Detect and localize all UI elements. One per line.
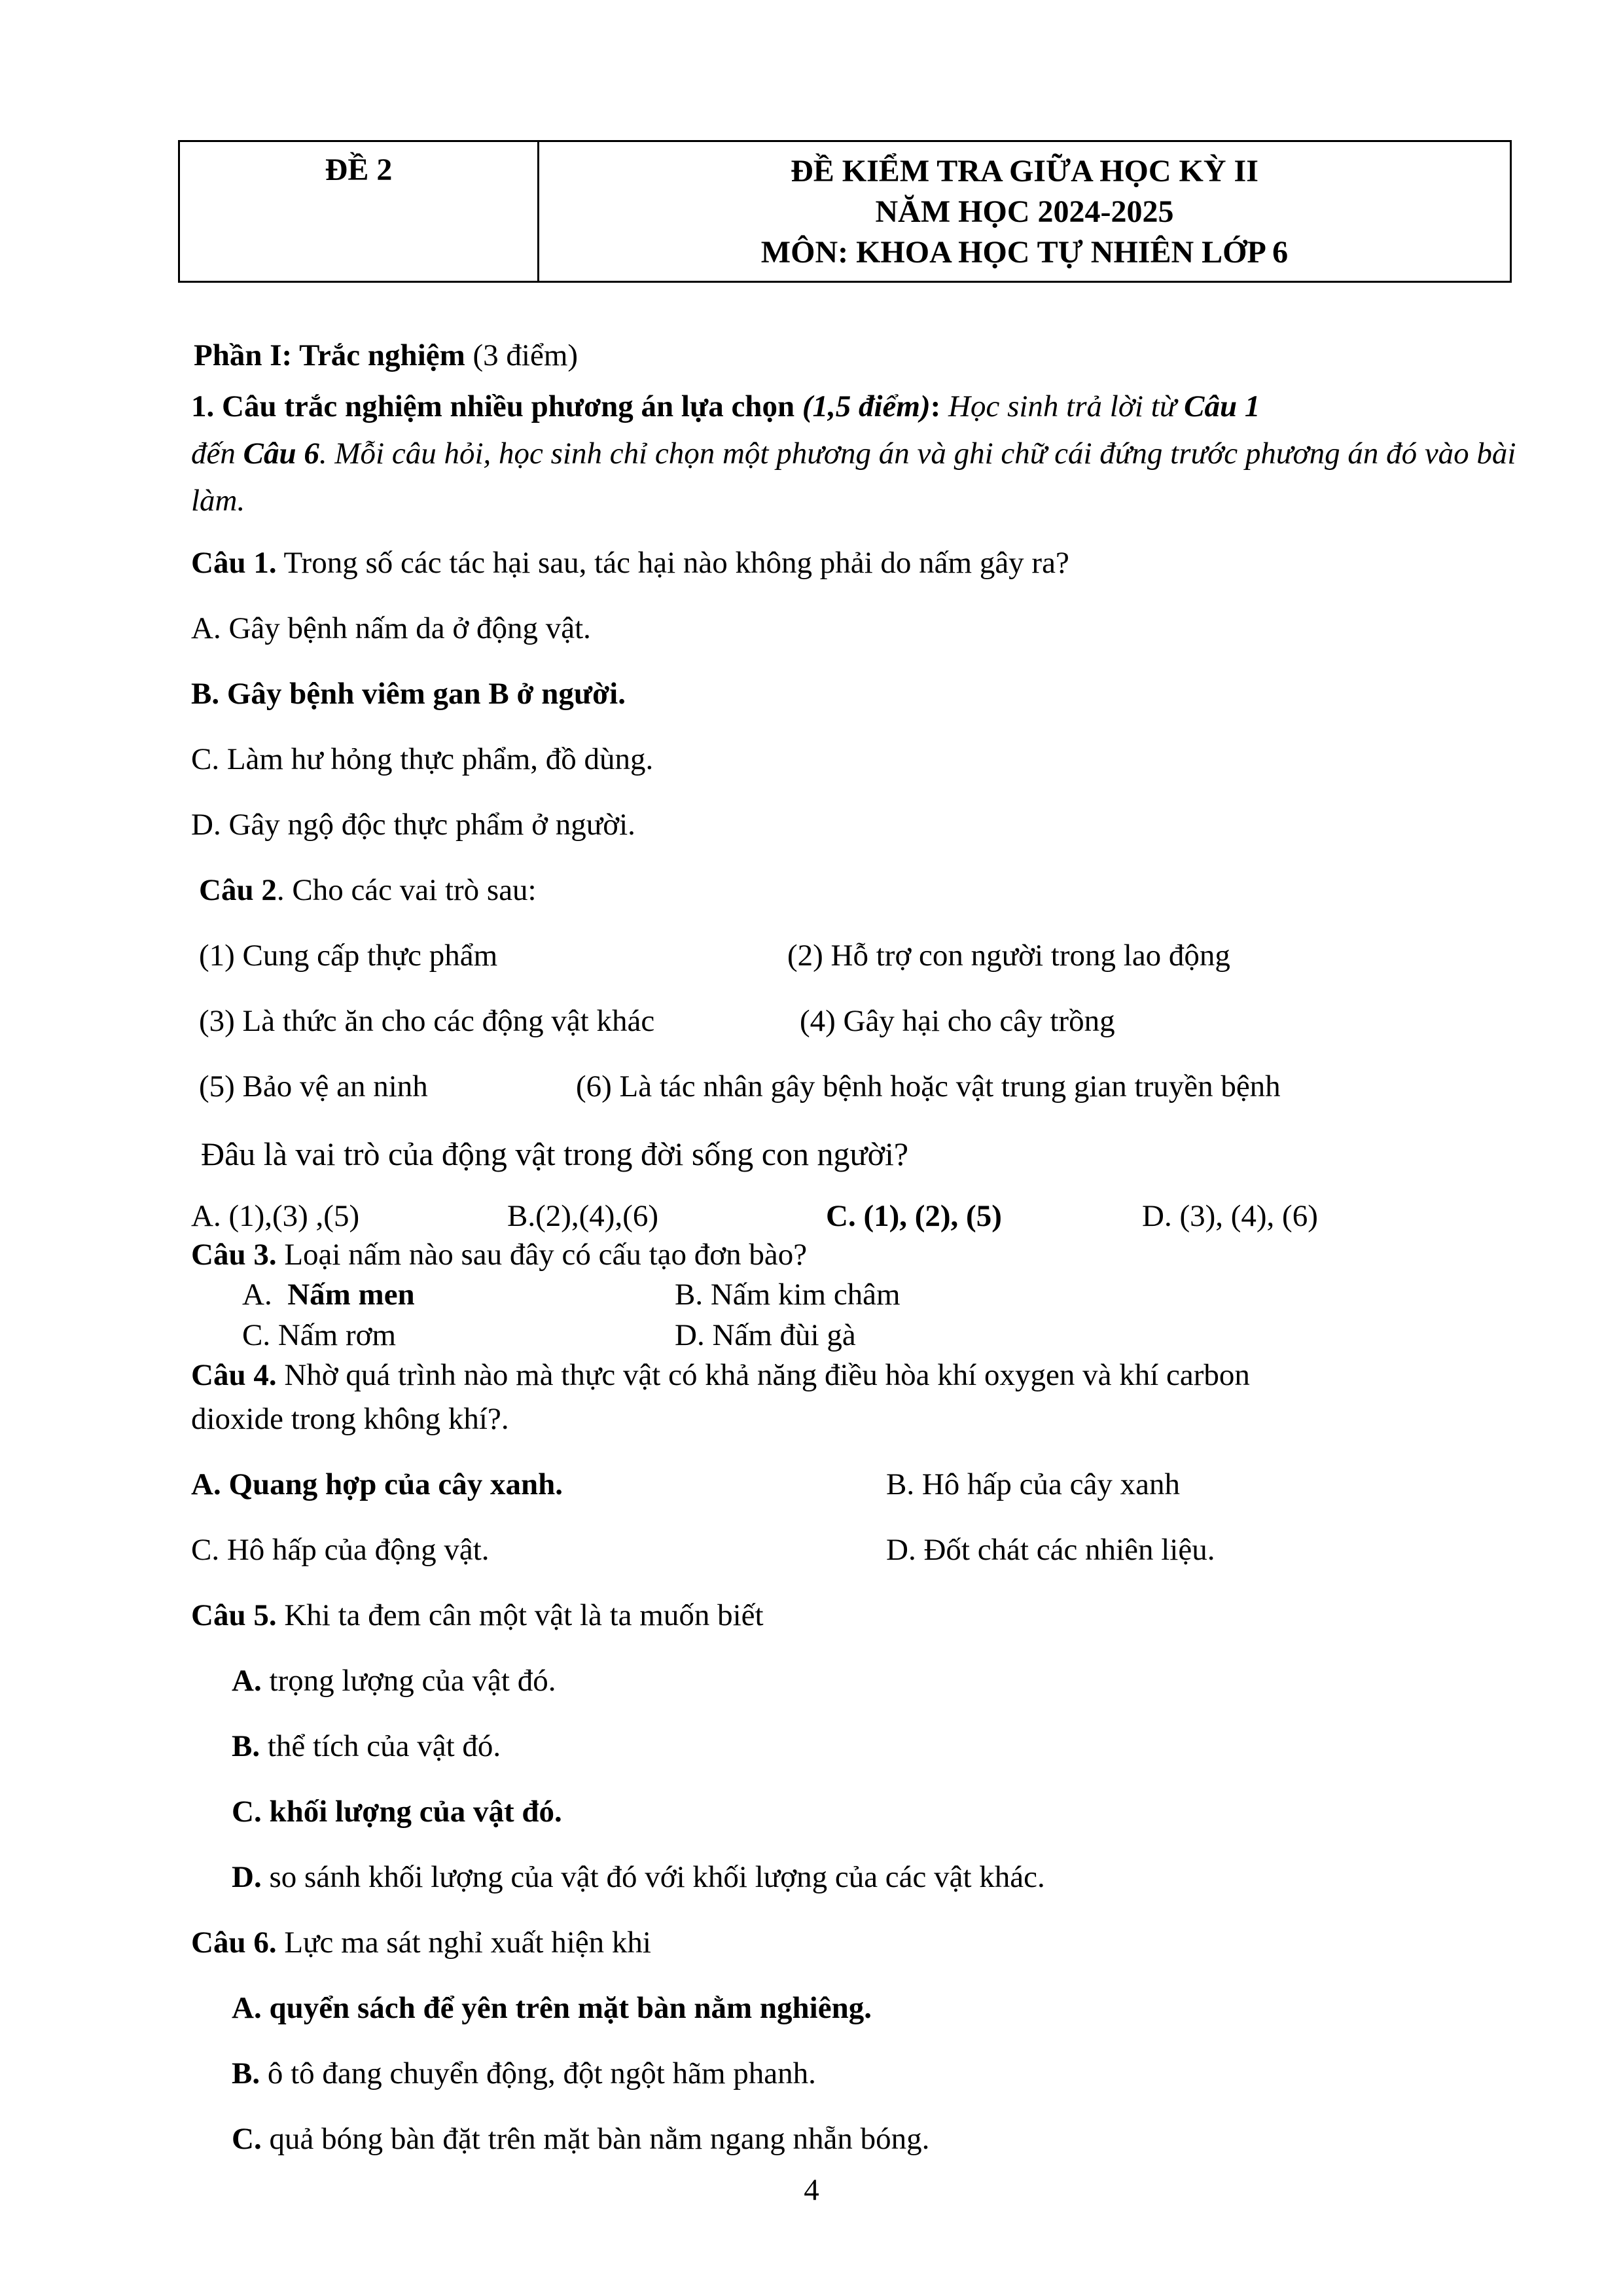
- q2-role-5: (5) Bảo vệ an ninh: [199, 1069, 428, 1103]
- q5-option-b: [232, 1728, 501, 1765]
- q5-option-b-letter: B.: [232, 1729, 260, 1763]
- q6-option-c: [232, 2121, 929, 2157]
- q3-option-a: [242, 1276, 415, 1313]
- q6-option-b: [232, 2055, 816, 2092]
- q6-option-b-letter: B.: [232, 2056, 260, 2090]
- q5-option-d: [232, 1859, 1045, 1895]
- exam-code: ĐỀ 2: [325, 152, 393, 187]
- q5-option-a-text: trọng lượng của vật đó.: [261, 1664, 556, 1698]
- exam-title-line3: MÔN: KHOA HỌC TỰ NHIÊN LỚP 6: [760, 235, 1289, 270]
- part1-heading-points: (3 điểm): [465, 338, 579, 372]
- q5-option-d-text: so sánh khối lượng của vật đó với khối lượng của các vật khác.: [261, 1860, 1045, 1894]
- exam-title-line2: NĂM HỌC 2024-2025: [875, 194, 1174, 229]
- section1-instr-c: đến: [191, 437, 243, 471]
- q2-label: Câu 2: [199, 873, 277, 907]
- q2-role-3: (3) Là thức ăn cho các động vật khác: [199, 1004, 655, 1038]
- q1-option-d: D. Gây ngộ độc thực phẩm ở người.: [191, 808, 635, 842]
- q1-stem: [191, 545, 1069, 581]
- q2-option-d: D. (3), (4), (6): [1142, 1199, 1318, 1233]
- q4-text: Nhờ quá trình nào mà thực vật có khả năng điều hòa khí oxygen và khí carbon: [276, 1358, 1250, 1392]
- q6-option-b-text: ô tô đang chuyển động, đột ngột hãm phanh.: [260, 2056, 816, 2090]
- q5-option-c: C. khối lượng của vật đó.: [232, 1795, 562, 1829]
- q4-option-b: B. Hô hấp của cây xanh: [886, 1467, 1180, 1501]
- q5-option-a-letter: A.: [232, 1664, 262, 1698]
- q6-text: Lực ma sát nghỉ xuất hiện khi: [276, 1926, 651, 1960]
- q4-stem-line2: dioxide trong không khí?.: [191, 1402, 509, 1436]
- q3-option-a-text: Nấm men: [287, 1278, 415, 1312]
- q3-stem: [191, 1236, 807, 1273]
- q5-option-a: [232, 1662, 556, 1699]
- q4-stem: [191, 1357, 1250, 1393]
- q6-label: Câu 6.: [191, 1926, 277, 1960]
- q3-label: Câu 3.: [191, 1238, 277, 1272]
- header-table: [178, 140, 1512, 283]
- q6-option-c-letter: C.: [232, 2122, 262, 2156]
- q6-option-a: A. quyển sách để yên trên mặt bàn nằm nghiêng.: [232, 1991, 872, 2025]
- exam-title-line1: ĐỀ KIỂM TRA GIỮA HỌC KỲ II: [791, 154, 1258, 188]
- q6-option-c-text: quả bóng bàn đặt trên mặt bàn nằm ngang nhẵn bóng.: [261, 2122, 930, 2156]
- q3-text: Loại nấm nào sau đây có cấu tạo đơn bào?: [276, 1238, 808, 1272]
- exam-title: [539, 151, 1510, 273]
- q5-option-d-letter: D.: [232, 1860, 262, 1894]
- section1-points: (1,5 điểm): [802, 389, 931, 423]
- q2-role-2: (2) Hỗ trợ con người trong lao động: [787, 939, 1230, 973]
- q1-text: Trong số các tác hại sau, tác hại nào không phải do nấm gây ra?: [276, 546, 1069, 580]
- q6-stem: [191, 1924, 651, 1961]
- q2-option-a: A. (1),(3) ,(5): [191, 1199, 360, 1233]
- q3-option-d: D. Nấm đùi gà: [675, 1318, 856, 1352]
- q1-option-c: C. Làm hư hỏng thực phẩm, đồ dùng.: [191, 742, 654, 776]
- q3-option-b: B. Nấm kim châm: [675, 1278, 901, 1312]
- page-number: 4: [804, 2173, 819, 2207]
- q3-option-a-letter: A.: [242, 1278, 272, 1312]
- q5-text: Khi ta đem cân một vật là ta muốn biết: [276, 1598, 764, 1632]
- q1-label: Câu 1.: [191, 546, 277, 580]
- q4-option-a: A. Quang hợp của cây xanh.: [191, 1467, 563, 1501]
- section1-instructions: [191, 383, 1565, 524]
- q5-label: Câu 5.: [191, 1598, 277, 1632]
- q2-role-1: (1) Cung cấp thực phẩm: [199, 939, 498, 973]
- section1-instr-d: Câu 6: [243, 437, 319, 471]
- q5-stem: [191, 1597, 764, 1634]
- q5-option-b-text: thể tích của vật đó.: [260, 1729, 501, 1763]
- q2-question: Đâu là vai trò của động vật trong đời sống con người?: [201, 1136, 909, 1172]
- q4-label: Câu 4.: [191, 1358, 277, 1392]
- section1-instr-a: Học sinh trả lời từ: [940, 389, 1185, 423]
- q3-option-c: C. Nấm rơm: [242, 1318, 397, 1352]
- part1-heading: [194, 337, 578, 374]
- q2-role-4: (4) Gây hại cho cây trồng: [800, 1004, 1115, 1038]
- q2-stem: [199, 872, 537, 908]
- q2-role-6: (6) Là tác nhân gây bệnh hoặc vật trung gian truyền bệnh: [576, 1069, 1281, 1103]
- q2-option-b: B.(2),(4),(6): [507, 1199, 659, 1233]
- q1-option-b: B. Gây bệnh viêm gan B ở người.: [191, 677, 626, 711]
- q4-option-d: D. Đốt chát các nhiên liệu.: [886, 1533, 1215, 1567]
- section1-instr-e: . Mỗi câu hỏi, học sinh chỉ chọn một phương án và ghi chữ cái đứng trước phương án đó vào bài làm.: [191, 437, 1516, 518]
- section1-instr-b: Câu 1: [1184, 389, 1260, 423]
- section1-label: 1. Câu trắc nghiệm nhiều phương án lựa chọn: [191, 389, 795, 423]
- q1-option-a: A. Gây bệnh nấm da ở động vật.: [191, 611, 591, 645]
- q2-text: . Cho các vai trò sau:: [276, 873, 537, 907]
- q2-option-c: C. (1), (2), (5): [826, 1199, 1002, 1233]
- part1-heading-bold: Phần I: Trắc nghiệm: [194, 338, 465, 372]
- section1-colon: :: [930, 389, 941, 423]
- q4-option-c: C. Hô hấp của động vật.: [191, 1533, 490, 1567]
